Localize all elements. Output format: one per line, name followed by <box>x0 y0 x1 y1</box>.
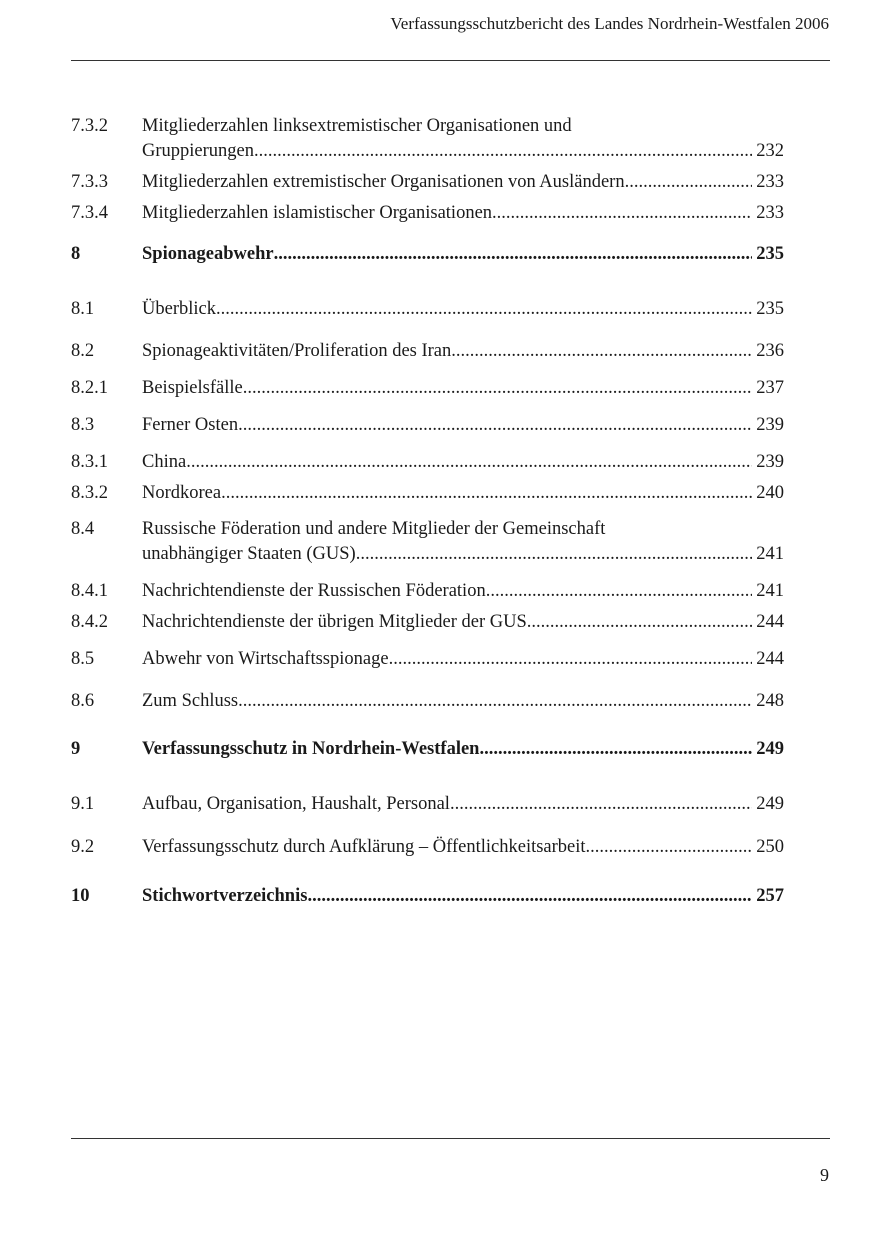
toc-entry-page: 235 <box>756 244 784 264</box>
toc-entry-title-line: Russische Föderation und andere Mitglieder der Gemeinschaft <box>142 519 606 539</box>
toc-entry-title: Verfassungsschutz in Nordrhein-Westfalen <box>142 739 480 759</box>
toc-entry-title: Zum Schluss <box>142 691 239 711</box>
toc-entry-number: 8.3 <box>71 415 95 435</box>
dot-leader <box>586 835 753 860</box>
toc-entry-page: 249 <box>756 739 784 759</box>
toc-entry-title: Spionageabwehr <box>142 244 274 264</box>
dot-leader <box>243 376 753 401</box>
toc-entry-number: 8.1 <box>71 299 95 319</box>
toc-entry-page: 233 <box>756 203 784 223</box>
toc-entry <box>71 450 784 475</box>
toc-entry-page: 236 <box>756 341 784 361</box>
toc-entry-number: 10 <box>71 886 90 906</box>
toc-entry-number: 8 <box>71 244 81 264</box>
toc-entry <box>71 201 784 226</box>
dot-leader <box>238 689 752 714</box>
toc-entry-page: 233 <box>756 172 784 192</box>
toc-entry <box>71 376 784 401</box>
toc-entry-page: 249 <box>756 794 784 814</box>
toc-entry-page: 241 <box>756 581 784 601</box>
toc-entry-page: 239 <box>756 415 784 435</box>
dot-leader <box>527 610 752 635</box>
dot-leader <box>307 884 752 909</box>
dot-leader <box>486 579 753 604</box>
toc-entry-title: Beispielsfälle <box>142 378 243 398</box>
toc-entry <box>71 689 784 714</box>
toc-entry-number: 8.3.1 <box>71 452 108 472</box>
toc-entry-title: Spionageaktivitäten/Proliferation des Iran <box>142 341 452 361</box>
toc-entry-page: 240 <box>756 483 784 503</box>
toc-entry <box>71 114 784 164</box>
toc-entry-title-line: Mitgliederzahlen linksextremistischer Organisationen und <box>142 116 572 136</box>
footer-rule <box>71 1138 830 1139</box>
toc-entry-title: unabhängiger Staaten (GUS) <box>142 544 356 564</box>
toc-entry-page: 257 <box>756 886 784 906</box>
toc-entry-page: 248 <box>756 691 784 711</box>
dot-leader <box>479 737 752 762</box>
toc-entry-title: Überblick <box>142 299 216 319</box>
dot-leader <box>492 201 752 226</box>
toc-entry-title: Verfassungsschutz durch Aufklärung – Öffentlichkeitsarbeit <box>142 837 586 857</box>
running-header: Verfassungsschutzbericht des Landes Nordrhein-Westfalen 2006 <box>390 14 829 33</box>
toc-entry-page: 241 <box>756 544 784 564</box>
toc-entry <box>71 517 784 567</box>
toc-entry <box>71 835 784 860</box>
toc-entry <box>71 481 784 506</box>
toc-entry-title: Mitgliederzahlen extremistischer Organisationen von Ausländern <box>142 172 625 192</box>
toc-entry-number: 9.1 <box>71 794 95 814</box>
toc-entry-number: 7.3.2 <box>71 116 108 136</box>
toc-entry-title: Mitgliederzahlen islamistischer Organisationen <box>142 203 493 223</box>
toc-entry-number: 8.4 <box>71 519 95 539</box>
toc-entry <box>71 339 784 364</box>
toc-entry <box>71 610 784 635</box>
dot-leader <box>238 413 752 438</box>
toc-entry-number: 9 <box>71 739 81 759</box>
toc-entry-page: 244 <box>756 649 784 669</box>
dot-leader <box>221 481 752 506</box>
dot-leader <box>186 450 752 475</box>
toc-entry <box>71 579 784 604</box>
toc-entry-number: 8.6 <box>71 691 95 711</box>
toc-entry-number: 8.2 <box>71 341 95 361</box>
toc-entry-number: 9.2 <box>71 837 95 857</box>
toc-entry-page: 239 <box>756 452 784 472</box>
dot-leader <box>389 647 753 672</box>
toc-entry-page: 250 <box>756 837 784 857</box>
dot-leader <box>274 242 753 267</box>
dot-leader <box>216 297 752 322</box>
toc-entry <box>71 737 784 762</box>
toc-entry-number: 7.3.4 <box>71 203 108 223</box>
toc-entry-title: Nachrichtendienste der Russischen Föderation <box>142 581 486 601</box>
dot-leader <box>254 139 752 164</box>
toc-entry-title: Stichwortverzeichnis <box>142 886 308 906</box>
toc-entry <box>71 792 784 817</box>
toc-entry-number: 8.2.1 <box>71 378 108 398</box>
toc-entry-title: China <box>142 452 187 472</box>
toc-entry <box>71 170 784 195</box>
toc-entry-title: Abwehr von Wirtschaftsspionage <box>142 649 389 669</box>
toc-entry-number: 7.3.3 <box>71 172 108 192</box>
toc-entry-page: 244 <box>756 612 784 632</box>
toc-entry <box>71 647 784 672</box>
dot-leader <box>450 792 752 817</box>
toc-entry <box>71 884 784 909</box>
toc-entry-title: Gruppierungen <box>142 141 254 161</box>
dot-leader <box>625 170 753 195</box>
toc-entry-title: Nachrichtendienste der übrigen Mitglieder der GUS <box>142 612 527 632</box>
toc-entry-number: 8.5 <box>71 649 95 669</box>
page-number: 9 <box>820 1165 829 1185</box>
toc-entry-title: Ferner Osten <box>142 415 239 435</box>
toc-entry-number: 8.4.1 <box>71 581 108 601</box>
toc-entry-number: 8.4.2 <box>71 612 108 632</box>
toc-entry <box>71 413 784 438</box>
toc-entry-title: Nordkorea <box>142 483 222 503</box>
dot-leader <box>356 542 753 567</box>
toc-entry-page: 235 <box>756 299 784 319</box>
header-rule <box>71 60 830 61</box>
toc-entry-page: 237 <box>756 378 784 398</box>
dot-leader <box>451 339 752 364</box>
toc-entry <box>71 242 784 267</box>
toc-entry-title: Aufbau, Organisation, Haushalt, Personal <box>142 794 450 814</box>
toc-entry <box>71 297 784 322</box>
toc-entry-number: 8.3.2 <box>71 483 108 503</box>
toc-entry-page: 232 <box>756 141 784 161</box>
